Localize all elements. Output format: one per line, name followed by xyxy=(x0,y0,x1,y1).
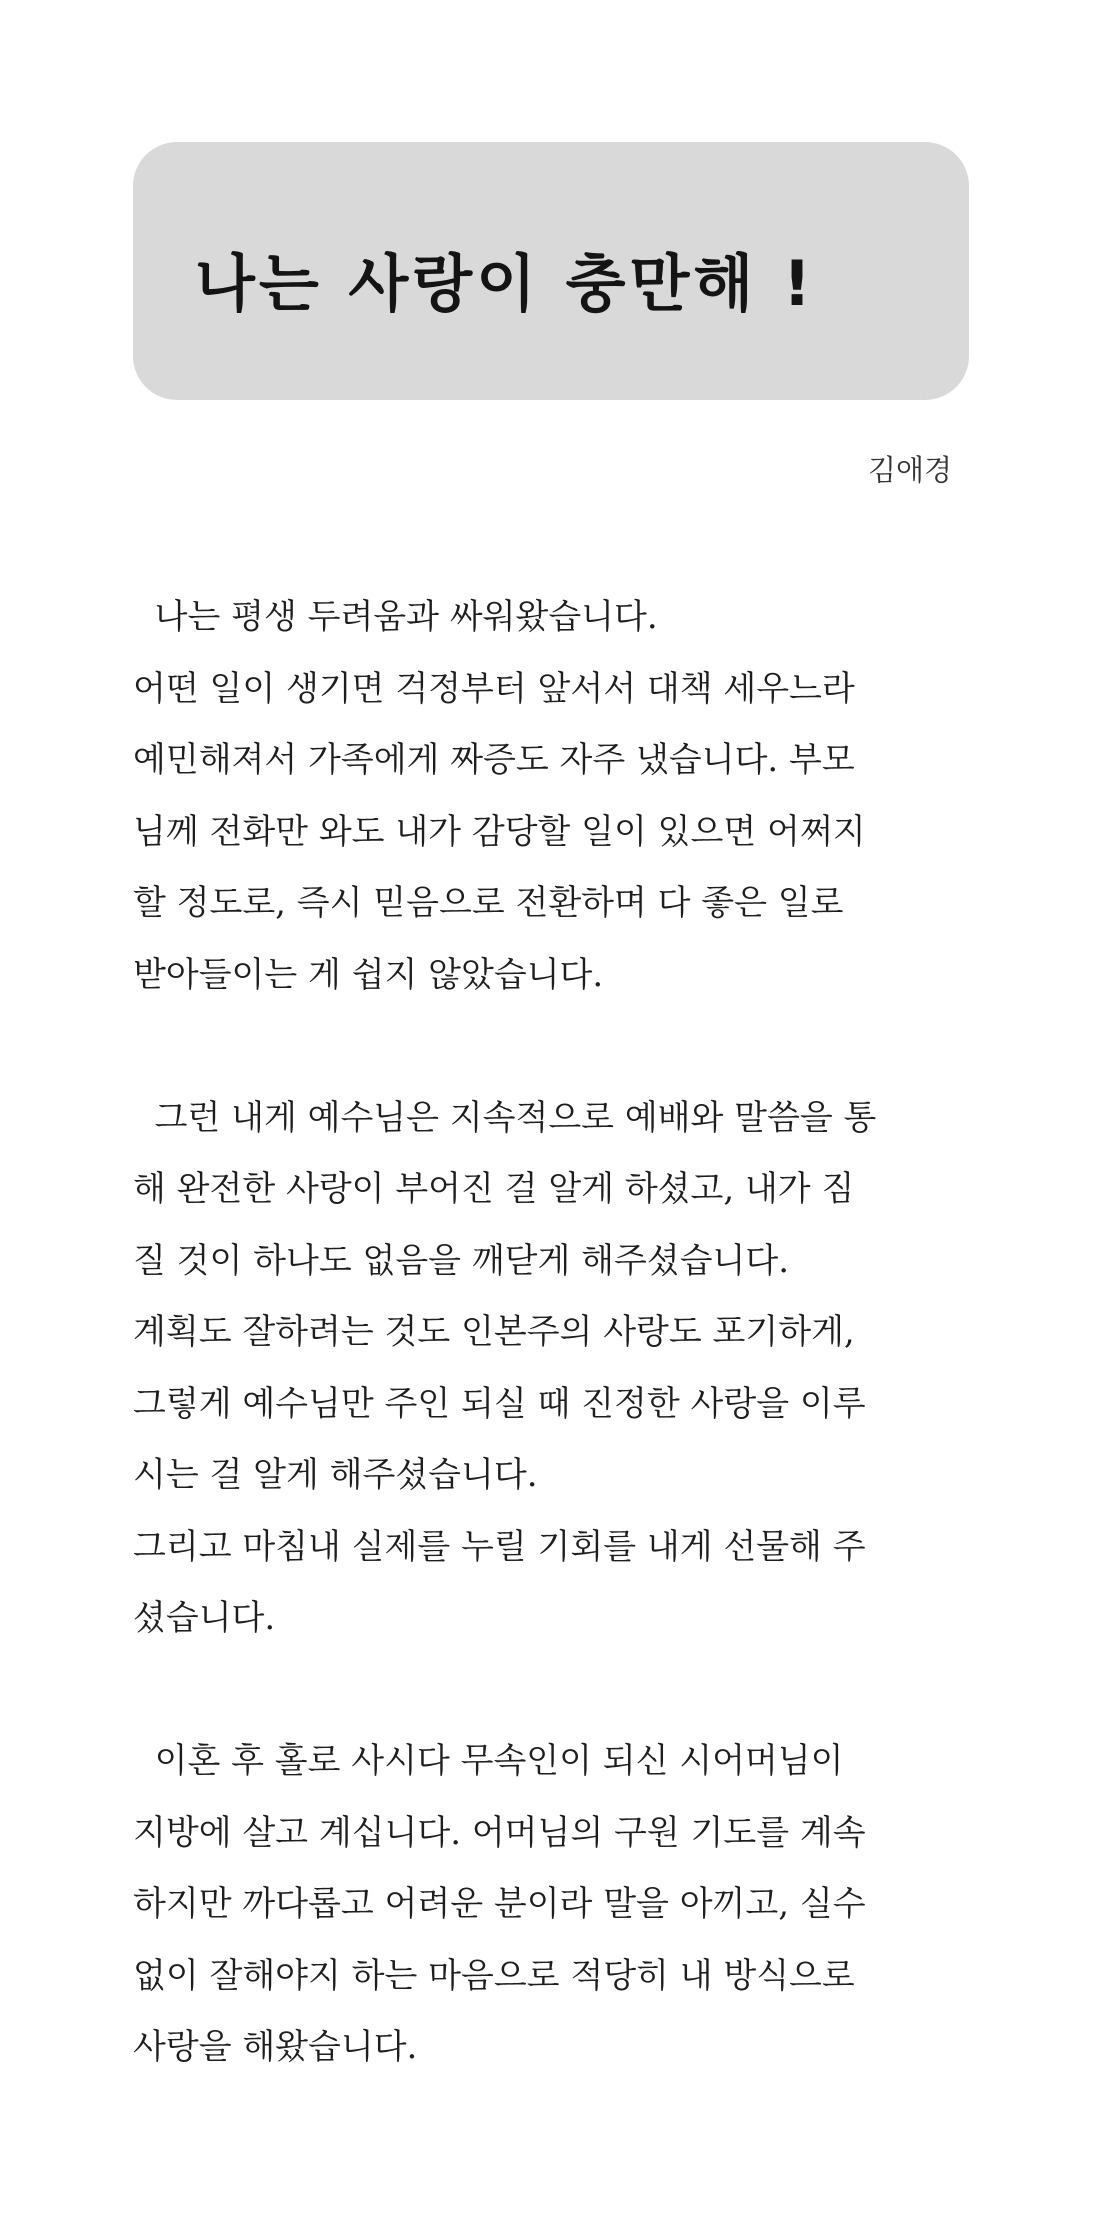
text-line: 예민해져서 가족에게 짜증도 자주 냈습니다. 부모 xyxy=(133,740,855,780)
text-line: 질 것이 하나도 없음을 깨닫게 해주셨습니다. xyxy=(133,1240,790,1281)
text-line: 그렇게 예수님만 주인 되실 때 진정한 사랑을 이루 xyxy=(133,1383,866,1424)
text-line: 없이 잘해야지 하는 마음으로 적당히 내 방식으로 xyxy=(133,1955,855,1996)
text-line: 계획도 잘하려는 것도 인본주의 사랑도 포기하게, xyxy=(133,1312,855,1352)
text-line: 사랑을 해왔습니다. xyxy=(133,2027,418,2067)
author-name: 김애경 xyxy=(867,453,952,487)
text-line: 나는 평생 두려움과 싸워왔습니다. xyxy=(133,597,658,637)
text-line: 님께 전화만 와도 내가 감당할 일이 있으면 어쩌지 xyxy=(133,811,866,852)
text-line: 이혼 후 홀로 사시다 무속인이 되신 시어머님이 xyxy=(133,1741,844,1781)
text-line: 받아들이는 게 쉽지 않았습니다. xyxy=(133,954,604,995)
text-line: 그리고 마침내 실제를 누릴 기회를 내게 선물해 주 xyxy=(133,1526,866,1567)
text-line: 해 완전한 사랑이 부어진 걸 알게 하셨고, 내가 짐 xyxy=(133,1169,855,1209)
text-line: 지방에 살고 계십니다. 어머님의 구원 기도를 계속 xyxy=(133,1812,866,1853)
text-line: 시는 걸 알게 해주셨습니다. xyxy=(133,1455,538,1495)
article-body xyxy=(133,582,973,2155)
paragraph-2 xyxy=(133,1083,973,1655)
paragraph-3 xyxy=(133,1726,973,2084)
text-line: 그런 내게 예수님은 지속적으로 예배와 말씀을 통 xyxy=(133,1097,877,1138)
text-line: 하지만 까다롭고 어려운 분이라 말을 아끼고, 실수 xyxy=(133,1884,866,1924)
paragraph-1 xyxy=(133,582,973,1011)
text-line: 셨습니다. xyxy=(133,1598,276,1638)
text-line: 할 정도로, 즉시 믿음으로 전환하며 다 좋은 일로 xyxy=(133,883,844,923)
title-banner xyxy=(133,142,969,400)
page-title: 나는 사랑이 충만해 ! xyxy=(195,247,816,320)
text-line: 어떤 일이 생기면 걱정부터 앞서서 대책 세우느라 xyxy=(133,668,855,709)
